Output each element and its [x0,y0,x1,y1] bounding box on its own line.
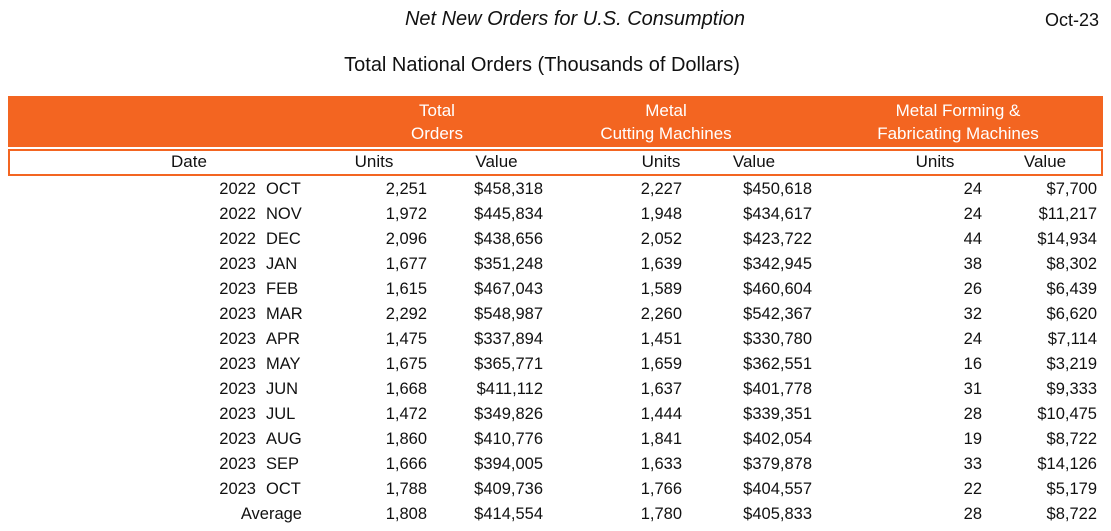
cutting-units-cell: 1,639 [640,255,682,273]
group-header-line: Total [419,101,455,120]
cutting-units-cell: 2,052 [640,230,682,248]
orders-table [8,96,1103,527]
year-label: 2023 [219,380,256,398]
date-cell [8,377,308,402]
group-header-line: Metal Forming & [895,101,1021,120]
year-label: 2022 [219,180,256,198]
cutting-units-cell: 1,589 [640,280,682,298]
year-label: 2023 [219,405,256,423]
forming-value-cell: $8,722 [1046,505,1097,523]
month-label: JUL [266,405,296,423]
year-label: 2022 [219,230,256,248]
month-label: FEB [266,280,299,298]
cutting-units-cell: 1,451 [640,330,682,348]
average-row [8,502,1103,527]
cutting-value-cell: $330,780 [743,330,812,348]
cutting-value-cell: $404,557 [743,480,812,498]
total-units-cell: 1,472 [385,405,427,423]
total-value-cell: $410,776 [474,430,543,448]
month-label: OCT [266,180,301,198]
table-body [8,177,1103,527]
total-units-cell: 1,677 [385,255,427,273]
date-cell [8,227,308,252]
total-units-cell: 2,251 [385,180,427,198]
year-label: 2023 [219,430,256,448]
group-header-metal-cutting [600,99,731,145]
cutting-units-cell: 2,227 [640,180,682,198]
year-label: 2023 [219,455,256,473]
cutting-units-cell: 1,780 [640,505,682,523]
table-row [8,477,1103,502]
date-cell [8,277,308,302]
year-label: 2023 [219,355,256,373]
page-subtitle: Total National Orders (Thousands of Dollars) [344,54,740,76]
date-cell [8,202,308,227]
total-units-cell: 1,615 [385,280,427,298]
total-units-cell: 1,860 [385,430,427,448]
table-row [8,252,1103,277]
month-label: JAN [266,255,298,273]
total-units-cell: 1,788 [385,480,427,498]
total-value-cell: $414,554 [474,505,543,523]
year-label: 2023 [219,280,256,298]
forming-value-cell: $14,934 [1037,230,1097,248]
average-label: Average [240,505,302,523]
total-value-cell: $445,834 [474,205,543,223]
cutting-value-cell: $339,351 [743,405,812,423]
column-header-row [8,149,1103,176]
date-cell [8,402,308,427]
date-cell [8,352,308,377]
forming-value-cell: $11,217 [1038,205,1097,223]
total-value-cell: $409,736 [474,480,543,498]
cutting-units-cell: 1,633 [640,455,682,473]
total-value-cell: $458,318 [474,180,543,198]
month-label: MAR [266,305,303,323]
total-units-cell: 1,475 [385,330,427,348]
total-value-cell: $438,656 [474,230,543,248]
forming-value-cell: $7,700 [1046,180,1097,198]
cutting-value-cell: $460,604 [743,280,812,298]
date-cell [8,252,308,277]
column-header-forming-value: Value [1023,152,1067,171]
table-row [8,402,1103,427]
month-label: MAY [266,355,301,373]
cutting-value-cell: $379,878 [743,455,812,473]
forming-units-cell: 16 [963,355,982,373]
date-cell [8,327,308,352]
forming-units-cell: 24 [963,205,982,223]
group-header-band [8,96,1103,147]
month-label: DEC [266,230,301,248]
table-row [8,227,1103,252]
table-row [8,327,1103,352]
group-header-line: Cutting Machines [600,124,732,143]
group-header-total-orders [411,99,463,145]
month-label: APR [266,330,300,348]
table-row [8,302,1103,327]
table-row [8,202,1103,227]
month-label: OCT [266,480,301,498]
total-units-cell: 1,668 [385,380,427,398]
group-header-line: Fabricating Machines [877,124,1039,143]
total-units-cell: 1,675 [385,355,427,373]
total-units-cell: 1,972 [385,205,427,223]
date-cell [8,177,308,202]
column-header-total-units: Units [354,152,394,171]
year-label: 2023 [219,480,256,498]
total-value-cell: $351,248 [474,255,543,273]
column-header-cutting-units: Units [641,152,681,171]
total-units-cell: 2,096 [385,230,427,248]
forming-units-cell: 44 [963,230,982,248]
cutting-value-cell: $362,551 [743,355,812,373]
total-value-cell: $467,043 [474,280,543,298]
forming-units-cell: 28 [963,405,982,423]
forming-units-cell: 22 [963,480,982,498]
page-title: Net New Orders for U.S. Consumption [404,8,746,30]
forming-value-cell: $7,114 [1047,330,1097,348]
forming-units-cell: 26 [963,280,982,298]
month-label: AUG [266,430,302,448]
cutting-value-cell: $405,833 [743,505,812,523]
forming-units-cell: 38 [963,255,982,273]
total-units-cell: 1,808 [385,505,427,523]
total-value-cell: $337,894 [474,330,543,348]
forming-units-cell: 28 [963,505,982,523]
date-cell [8,427,308,452]
column-header-total-value: Value [475,152,518,171]
date-cell [8,302,308,327]
table-row [8,277,1103,302]
table-row [8,452,1103,477]
table-row [8,377,1103,402]
table-row [8,177,1103,202]
cutting-value-cell: $402,054 [743,430,812,448]
cutting-units-cell: 1,766 [640,480,682,498]
cutting-units-cell: 1,444 [640,405,682,423]
total-units-cell: 2,292 [385,305,427,323]
year-label: 2023 [219,255,256,273]
forming-value-cell: $9,333 [1046,380,1097,398]
cutting-value-cell: $401,778 [743,380,812,398]
month-label: NOV [266,205,302,223]
cutting-value-cell: $342,945 [743,255,812,273]
year-label: 2023 [219,330,256,348]
cutting-value-cell: $542,367 [743,305,812,323]
year-label: 2023 [219,305,256,323]
forming-units-cell: 33 [963,455,982,473]
forming-value-cell: $8,302 [1046,255,1097,273]
month-label: JUN [266,380,299,398]
forming-value-cell: $8,722 [1046,430,1097,448]
cutting-value-cell: $450,618 [743,180,812,198]
forming-value-cell: $6,620 [1046,305,1097,323]
group-header-metal-forming [877,99,1039,145]
forming-units-cell: 24 [963,180,982,198]
date-cell [8,477,308,502]
group-header-line: Orders [411,124,463,143]
table-row [8,352,1103,377]
cutting-units-cell: 1,948 [640,205,682,223]
total-value-cell: $365,771 [474,355,543,373]
forming-units-cell: 19 [963,430,982,448]
total-units-cell: 1,666 [385,455,427,473]
column-header-date: Date [171,152,207,171]
column-header-cutting-value: Value [732,152,776,171]
year-label: 2022 [219,205,256,223]
group-header-line: Metal [645,101,687,120]
total-value-cell: $394,005 [474,455,543,473]
table-row [8,427,1103,452]
forming-units-cell: 31 [963,380,982,398]
date-cell [8,452,308,477]
forming-value-cell: $6,439 [1046,280,1097,298]
total-value-cell: $548,987 [474,305,543,323]
forming-value-cell: $10,475 [1037,405,1097,423]
forming-value-cell: $3,219 [1046,355,1097,373]
total-value-cell: $411,112 [476,380,543,398]
column-header-forming-units: Units [915,152,955,171]
forming-units-cell: 32 [963,305,982,323]
cutting-value-cell: $434,617 [743,205,812,223]
forming-units-cell: 24 [963,330,982,348]
cutting-units-cell: 1,659 [640,355,682,373]
cutting-units-cell: 1,841 [640,430,682,448]
cutting-units-cell: 2,260 [640,305,682,323]
cutting-value-cell: $423,722 [743,230,812,248]
month-label: SEP [266,455,300,473]
forming-value-cell: $14,126 [1037,455,1097,473]
forming-value-cell: $5,179 [1046,480,1097,498]
cutting-units-cell: 1,637 [640,380,682,398]
total-value-cell: $349,826 [474,405,543,423]
report-date: Oct-23 [1044,10,1099,30]
